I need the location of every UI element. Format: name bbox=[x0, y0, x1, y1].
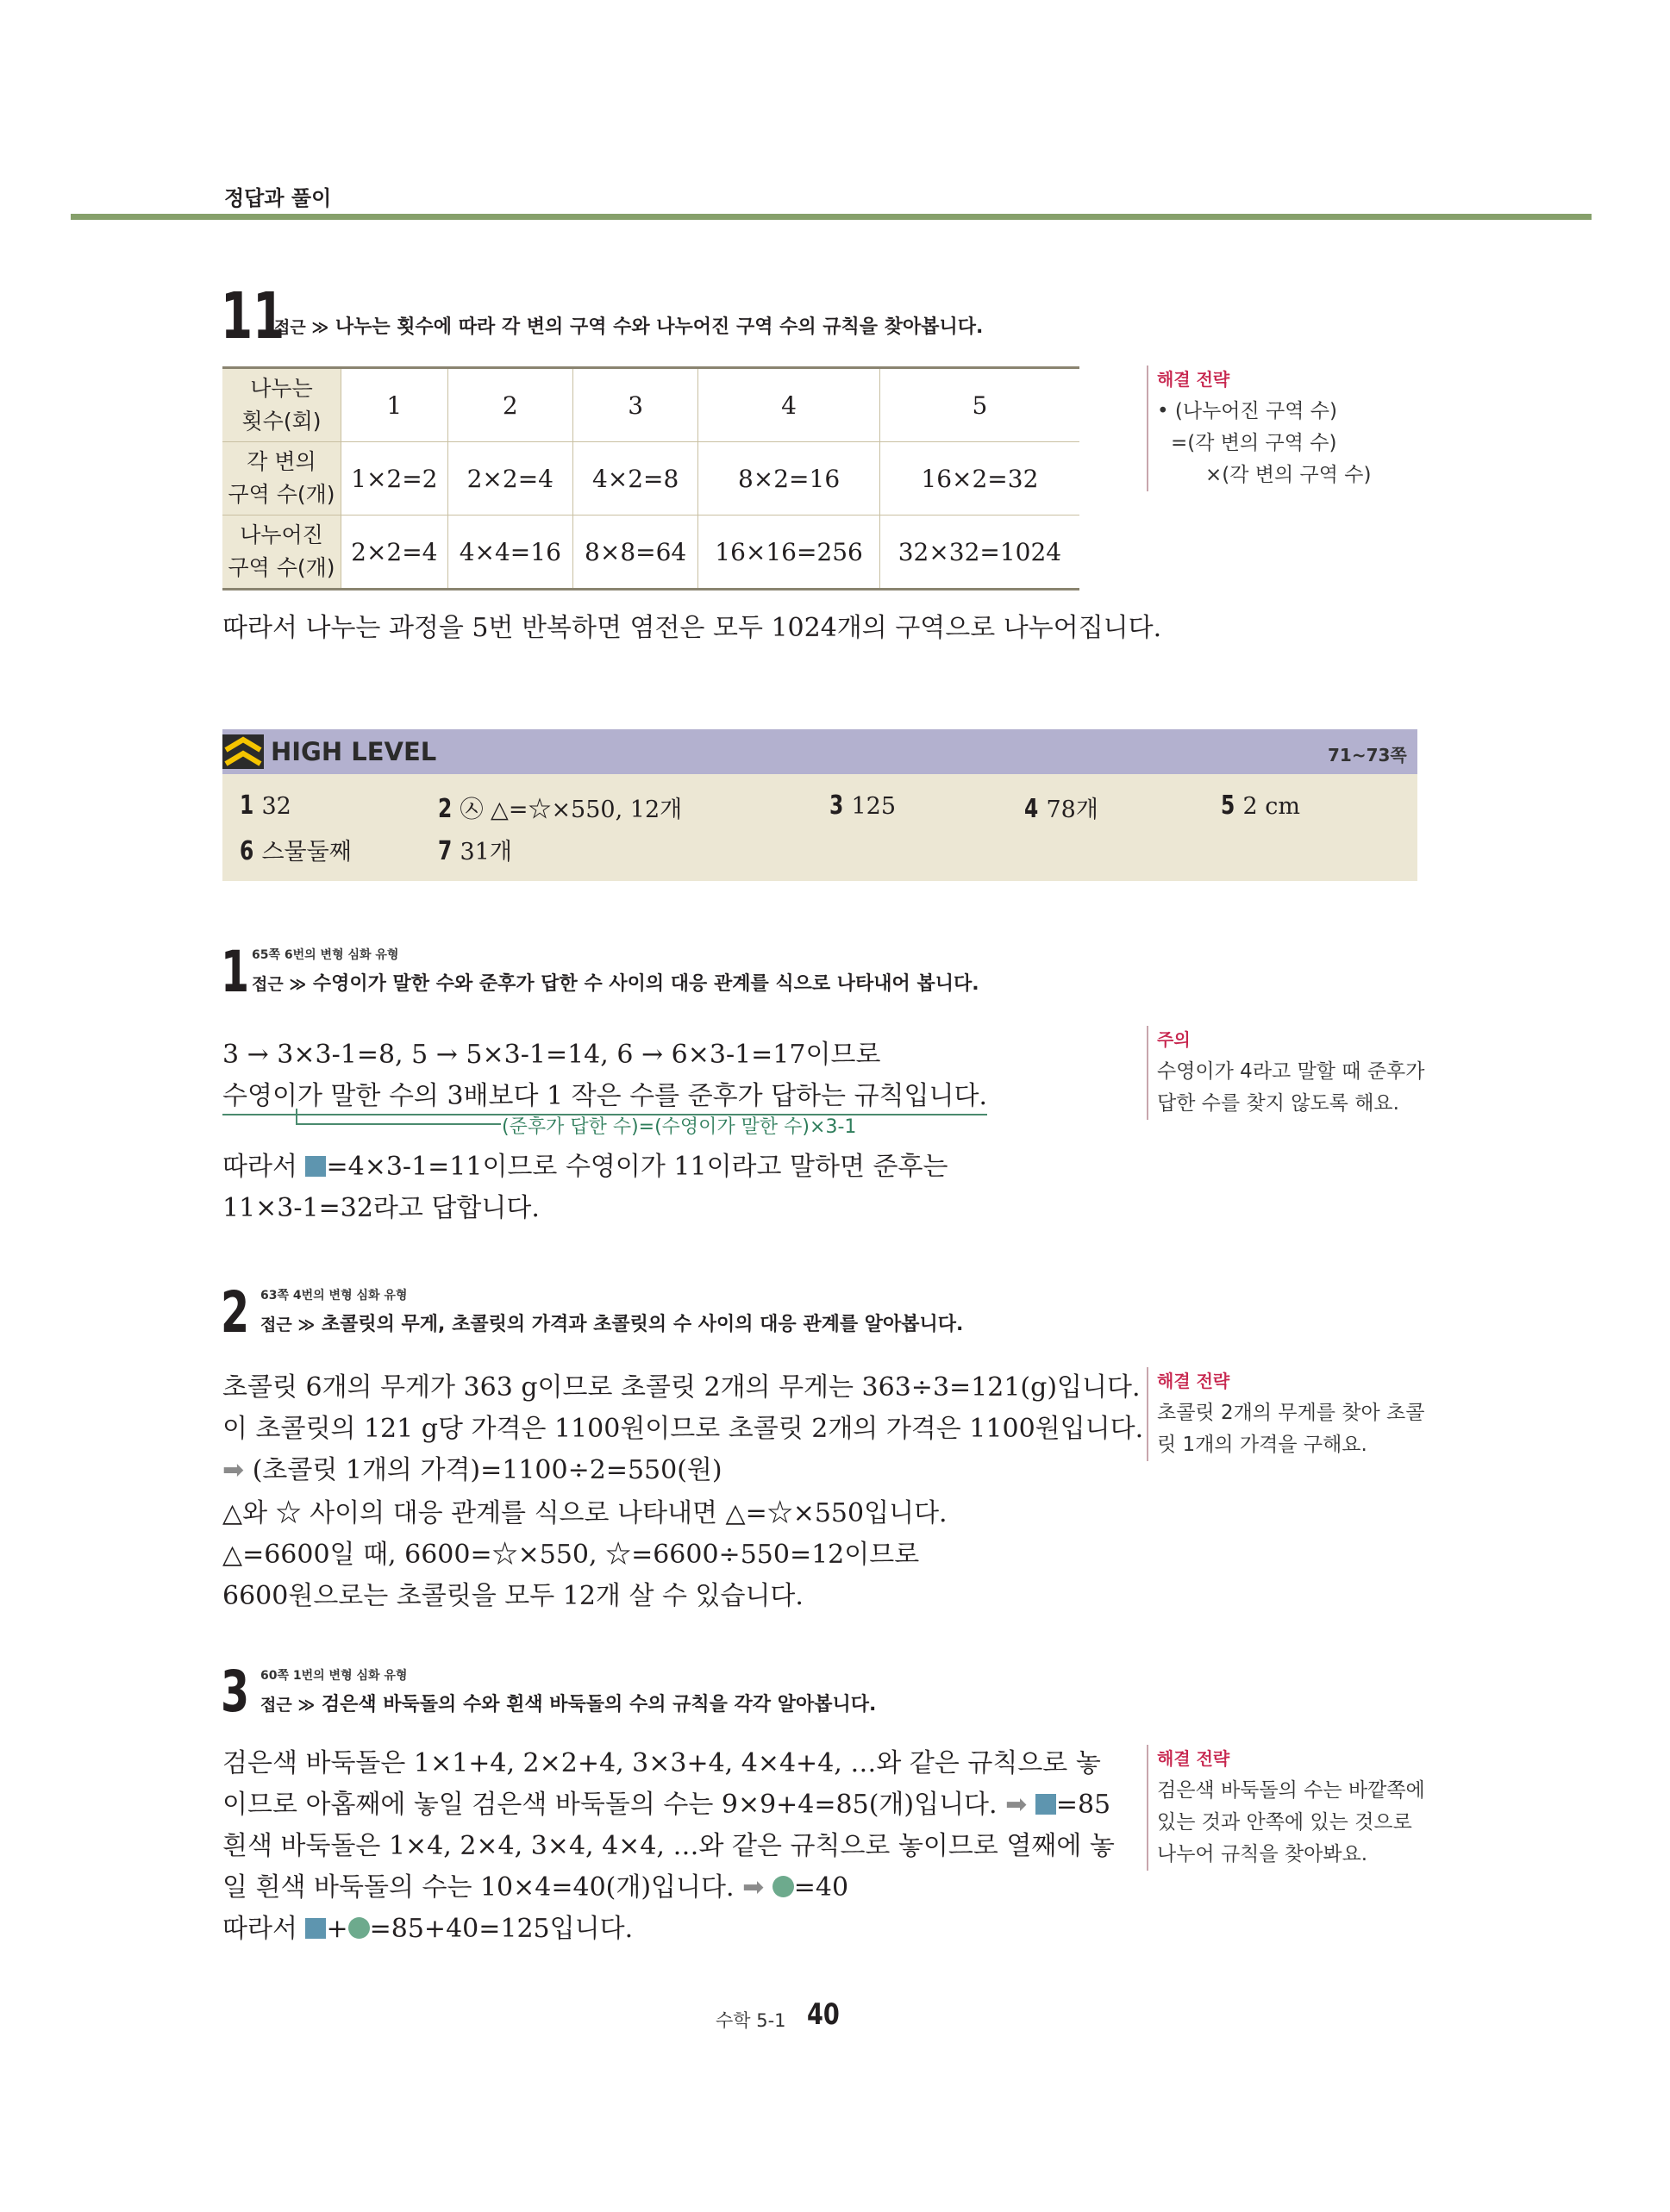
table-cell: 1 bbox=[341, 368, 448, 442]
blue-square-icon bbox=[305, 1918, 326, 1939]
body-text: 3 → 3×3-1=8, 5 → 5×3-1=14, 6 → 6×3-1=17이므로 bbox=[222, 1040, 881, 1070]
side-note-title: 해결 전략 bbox=[1157, 369, 1230, 390]
annotation-bracket bbox=[296, 1109, 503, 1129]
answer-item: 7 31개 bbox=[438, 836, 512, 866]
side-note-caution bbox=[1147, 1026, 1433, 1120]
row-header: 각 변의 구역 수(개) bbox=[222, 442, 341, 516]
page-range: 71~73쪽 bbox=[1328, 745, 1407, 765]
green-circle-icon bbox=[348, 1917, 370, 1939]
table-cell: 2×2=4 bbox=[447, 442, 572, 516]
problem-number: 1 bbox=[221, 939, 250, 1005]
side-note-line: ×(각 변의 구역 수) bbox=[1205, 464, 1372, 486]
table-cell: 2×2=4 bbox=[341, 516, 448, 590]
answer-item: 5 2 cm bbox=[1221, 790, 1300, 821]
problem-number: 11 bbox=[221, 279, 285, 353]
table-cell: 5 bbox=[879, 368, 1079, 442]
table-cell: 2 bbox=[447, 368, 572, 442]
approach-text: 초콜릿의 무게, 초콜릿의 가격과 초콜릿의 수 사이의 대응 관계를 알아봅니다. bbox=[321, 1314, 964, 1335]
conclusion-text: 따라서 나누는 과정을 5번 반복하면 염전은 모두 1024개의 구역으로 나누어집니다. bbox=[222, 613, 1162, 643]
table-cell: 1×2=2 bbox=[341, 442, 448, 516]
green-circle-icon bbox=[772, 1876, 794, 1897]
blue-square-icon bbox=[305, 1156, 326, 1177]
annotation-text: (준후가 답한 수)=(수영이가 말한 수)×3-1 bbox=[502, 1116, 857, 1138]
body-text: 초콜릿 6개의 무게가 363 g이므로 초콜릿 2개의 무게는 363÷3=121(g)입니다. bbox=[222, 1372, 1141, 1403]
table-cell: 4×4=16 bbox=[447, 516, 572, 590]
approach-label: 접근 ≫ bbox=[274, 318, 329, 337]
table-row bbox=[222, 368, 1079, 442]
row-header: 나누어진 구역 수(개) bbox=[222, 516, 341, 590]
running-header: 정답과 풀이 bbox=[224, 186, 332, 210]
side-note-line: =(각 변의 구역 수) bbox=[1171, 432, 1337, 454]
variant-label: 65쪽 6번의 변형 심화 유형 bbox=[252, 948, 399, 962]
arrow-right-icon: ➡ bbox=[222, 1455, 245, 1485]
approach-text: 검은색 바둑돌의 수와 흰색 바둑돌의 수의 규칙을 각각 알아봅니다. bbox=[321, 1694, 877, 1715]
table-cell: 8×8=64 bbox=[572, 516, 697, 590]
body-text: 11×3-1=32라고 답합니다. bbox=[222, 1193, 540, 1223]
side-note-title: 해결 전략 bbox=[1157, 1371, 1230, 1391]
side-note-text: 초콜릿 2개의 무게를 찾아 초콜릿 1개의 가격을 구해요. bbox=[1157, 1402, 1425, 1456]
side-note-title: 해결 전략 bbox=[1157, 1748, 1230, 1769]
approach-line bbox=[260, 1309, 963, 1336]
division-table bbox=[222, 366, 1079, 590]
table-cell: 32×32=1024 bbox=[879, 516, 1079, 590]
arrow-right-icon: ➡ bbox=[1005, 1790, 1028, 1820]
approach-line bbox=[252, 969, 979, 996]
answer-item: 4 78개 bbox=[1024, 794, 1098, 824]
body-text-underlined: 수영이가 말한 수의 3배보다 1 작은 수를 준후가 답하는 규칙입니다. bbox=[222, 1074, 987, 1115]
side-note-strategy bbox=[1147, 1367, 1433, 1461]
body-text: 일 흰색 바둑돌의 수는 10×4=40(개)입니다. ➡ =40 bbox=[222, 1872, 849, 1903]
body-text: 검은색 바둑돌은 1×1+4, 2×2+4, 3×3+4, 4×4+4, …와 같은 규칙으로 놓 bbox=[222, 1748, 1101, 1778]
answer-item: 3 125 bbox=[829, 790, 897, 821]
body-text: 따라서 + =85+40=125입니다. bbox=[222, 1914, 634, 1944]
high-level-title: HIGH LEVEL bbox=[271, 737, 437, 766]
body-text: 이므로 아홉째에 놓일 검은색 바둑돌의 수는 9×9+4=85(개)입니다. ➡ =85 bbox=[222, 1790, 1111, 1820]
body-text: △=6600일 때, 6600=☆×550, ☆=6600÷550=12이므로 bbox=[222, 1540, 920, 1570]
side-note-strategy bbox=[1147, 1745, 1433, 1871]
table-cell: 16×16=256 bbox=[698, 516, 880, 590]
table-cell: 3 bbox=[572, 368, 697, 442]
header-rule bbox=[71, 214, 1592, 220]
side-note-title: 주의 bbox=[1157, 1029, 1191, 1050]
approach-label: 접근 ≫ bbox=[260, 1696, 316, 1715]
body-text: 이 초콜릿의 121 g당 가격은 1100원이므로 초콜릿 2개의 가격은 1100원입니다. bbox=[222, 1414, 1144, 1444]
table-row bbox=[222, 516, 1079, 590]
table-cell: 8×2=16 bbox=[698, 442, 880, 516]
table-cell: 16×2=32 bbox=[879, 442, 1079, 516]
answer-item: 6 스물둘째 bbox=[240, 836, 352, 866]
body-text: △와 ☆ 사이의 대응 관계를 식으로 나타내면 △=☆×550입니다. bbox=[222, 1498, 948, 1528]
answer-item: 1 32 bbox=[240, 790, 291, 821]
body-text: ➡ (초콜릿 1개의 가격)=1100÷2=550(원) bbox=[222, 1455, 722, 1485]
row-header: 나누는 횟수(회) bbox=[222, 368, 341, 442]
table-cell: 4 bbox=[698, 368, 880, 442]
answer-item: 2 ㉦ △=☆×550, 12개 bbox=[438, 794, 683, 824]
arrow-right-icon: ➡ bbox=[742, 1872, 765, 1903]
chevron-up-icon bbox=[222, 734, 264, 769]
footer-subject: 수학 5-1 bbox=[716, 2010, 786, 2031]
problem-number: 2 bbox=[221, 1279, 250, 1346]
body-text: 따라서 =4×3-1=11이므로 수영이가 11이라고 말하면 준후는 bbox=[222, 1152, 948, 1182]
approach-line bbox=[274, 312, 983, 339]
side-note-strategy bbox=[1147, 366, 1433, 491]
variant-label: 63쪽 4번의 변형 심화 유형 bbox=[260, 1289, 408, 1303]
approach-label: 접근 ≫ bbox=[252, 975, 307, 994]
approach-text: 수영이가 말한 수와 준후가 답한 수 사이의 대응 관계를 식으로 나타내어 봅니다. bbox=[312, 973, 979, 995]
side-note-text: 수영이가 4라고 말할 때 준후가 답한 수를 찾지 않도록 해요. bbox=[1157, 1060, 1425, 1115]
side-note-text: 검은색 바둑돌의 수는 바깥쪽에 있는 것과 안쪽에 있는 것으로 나누어 규칙을 찾아봐요. bbox=[1157, 1779, 1425, 1865]
blue-square-icon bbox=[1035, 1794, 1056, 1815]
approach-text: 나누는 횟수에 따라 각 변의 구역 수와 나누어진 구역 수의 규칙을 찾아봅니다. bbox=[335, 316, 984, 338]
body-text: 6600원으로는 초콜릿을 모두 12개 살 수 있습니다. bbox=[222, 1581, 804, 1611]
approach-line bbox=[260, 1690, 876, 1716]
problem-number: 3 bbox=[221, 1659, 250, 1725]
side-note-line: • (나누어진 구역 수) bbox=[1157, 400, 1337, 422]
approach-label: 접근 ≫ bbox=[260, 1315, 316, 1334]
table-row bbox=[222, 442, 1079, 516]
body-text: 흰색 바둑돌은 1×4, 2×4, 3×4, 4×4, …와 같은 규칙으로 놓이므로 열째에 놓 bbox=[222, 1831, 1115, 1861]
variant-label: 60쪽 1번의 변형 심화 유형 bbox=[260, 1669, 408, 1683]
page-number: 40 bbox=[807, 1997, 840, 2032]
table-cell: 4×2=8 bbox=[572, 442, 697, 516]
